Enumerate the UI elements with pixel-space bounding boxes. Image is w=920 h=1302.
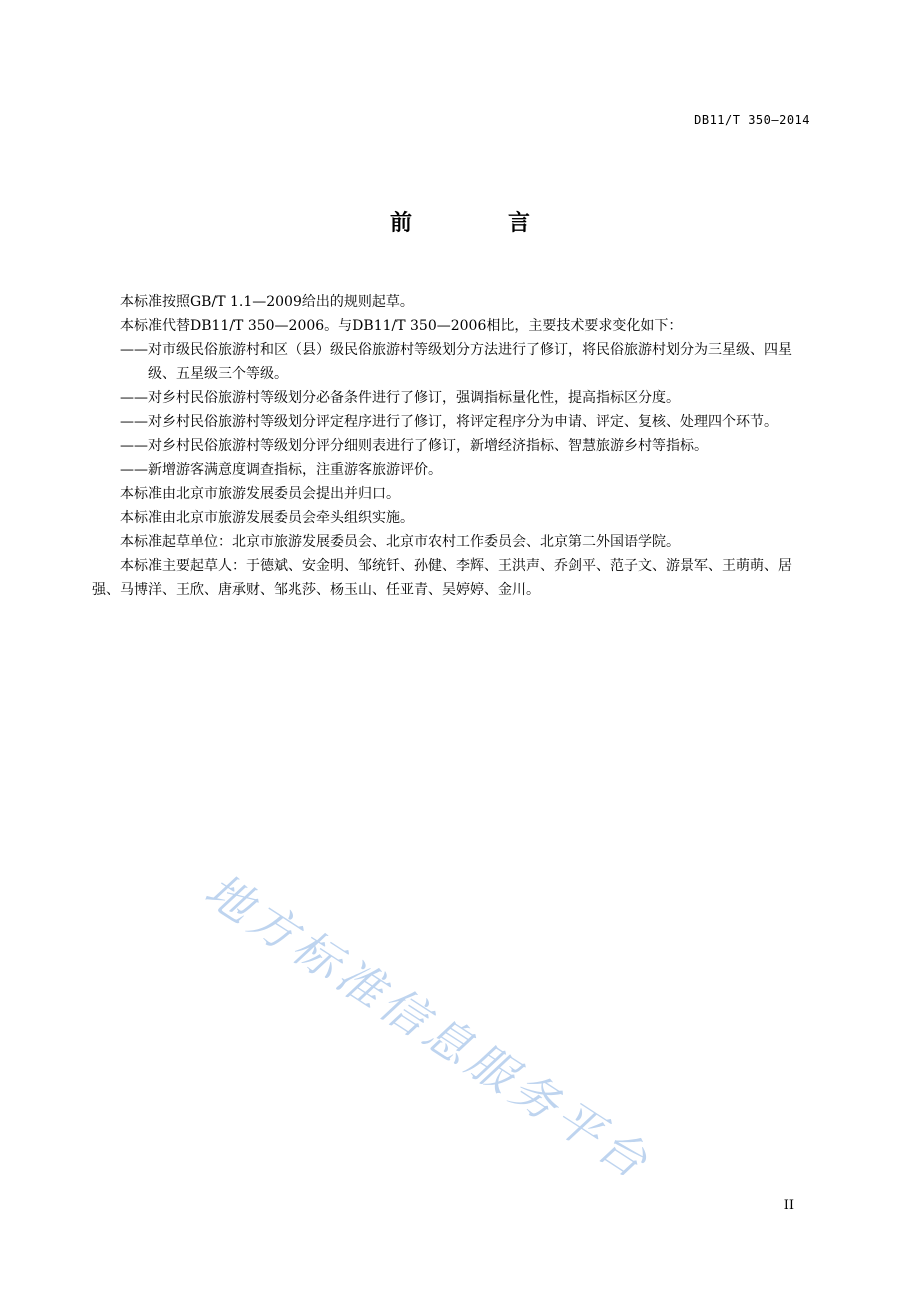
change-item-3: ——对乡村民俗旅游村等级划分评定程序进行了修订，将评定程序分为申请、评定、复核、处理四个环节。 bbox=[120, 414, 778, 430]
title-char-1: 前 bbox=[389, 211, 412, 236]
paragraph-drafters: 本标准主要起草人：于德斌、安金明、邹统钎、孙健、李辉、王洪声、乔剑平、范子文、游景军、王萌萌、居强、马博洋、王欣、唐承财、邹兆莎、杨玉山、任亚青、吴婷婷、金川。 bbox=[92, 558, 792, 598]
paragraph-proposer: 本标准由北京市旅游发展委员会提出并归口。 bbox=[120, 486, 400, 502]
watermark-text: 地方标准信息服务平台 bbox=[195, 862, 662, 1192]
title-char-2: 言 bbox=[508, 211, 531, 236]
paragraph-replacement: 本标准代替DB11/T 350—2006。与DB11/T 350—2006相比，主要技术要求变化如下： bbox=[120, 318, 683, 334]
page-title bbox=[0, 206, 920, 237]
change-item-5: ——新增游客满意度调查指标，注重游客旅游评价。 bbox=[120, 462, 442, 478]
paragraph-organizer: 本标准由北京市旅游发展委员会牵头组织实施。 bbox=[120, 510, 414, 526]
change-item-4: ——对乡村民俗旅游村等级划分评分细则表进行了修订，新增经济指标、智慧旅游乡村等指标。 bbox=[120, 438, 708, 454]
foreword-body bbox=[92, 290, 814, 602]
change-item-1: ——对市级民俗旅游村和区（县）级民俗旅游村等级划分方法进行了修订，将民俗旅游村划分为三星级、四星级、五星级三个等级。 bbox=[120, 342, 792, 382]
document-code: DB11/T 350—2014 bbox=[694, 113, 810, 127]
change-item-2: ——对乡村民俗旅游村等级划分必备条件进行了修订，强调指标量化性，提高指标区分度。 bbox=[120, 390, 680, 406]
paragraph-drafting-rules: 本标准按照GB/T 1.1—2009给出的规则起草。 bbox=[120, 294, 414, 310]
paragraph-drafting-units: 本标准起草单位：北京市旅游发展委员会、北京市农村工作委员会、北京第二外国语学院。 bbox=[120, 534, 680, 550]
page-number: II bbox=[783, 1198, 794, 1213]
